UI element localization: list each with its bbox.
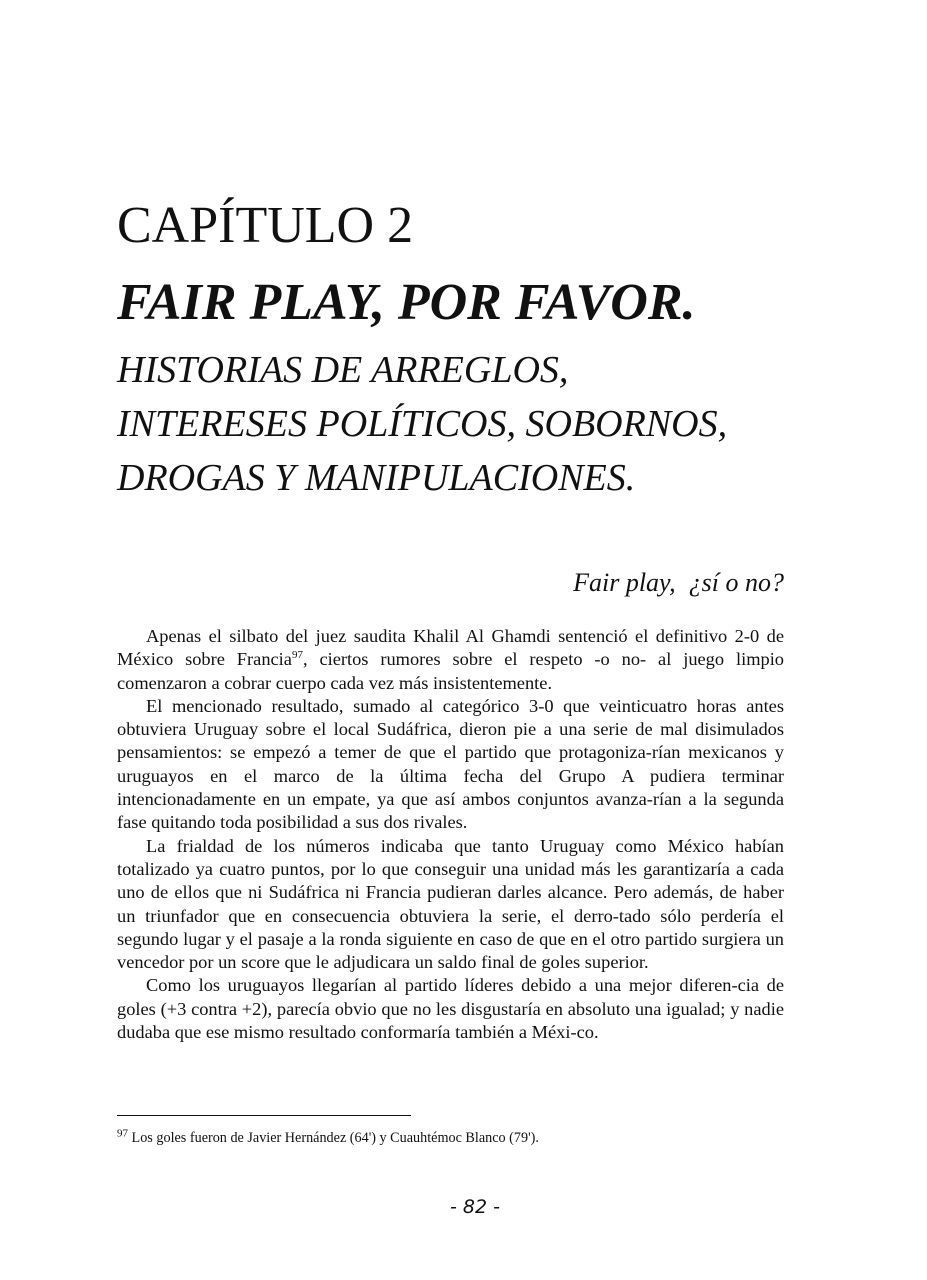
page-number: - 82 - bbox=[450, 1196, 500, 1218]
footnote bbox=[117, 1128, 784, 1148]
footnote-number: 97 bbox=[117, 1127, 128, 1140]
chapter-subtitle-line: INTERESES POLÍTICOS, SOBORNOS, bbox=[117, 403, 728, 445]
section-heading: Fair play, ¿sí o no? bbox=[573, 568, 784, 597]
chapter-subtitle-line: DROGAS Y MANIPULACIONES. bbox=[117, 457, 636, 499]
paragraph: La frialdad de los números indicaba que tanto Uruguay como México habían totalizado ya cuatro puntos, por lo que conseguir una unidad más les garantizaría a cada uno de ellos que ni Sudáfrica ni Francia pudieran darles alcance. Pero además, de haber un triunfador que en consecuencia obtuviera la serie, el derro-tado sólo perdería el segundo lugar y el pasaje a la ronda siguiente en caso de que en el otro partido surgiera un vencedor por un score que le adjudicara un saldo final de goles superior. bbox=[117, 835, 784, 973]
paragraph: El mencionado resultado, sumado al categórico 3-0 que veinticuatro horas antes obtuviera Uruguay sobre el local Sudáfrica, dieron pie a una serie de mal disimulados pensamientos: se empezó a temer de que el partido que protagoniza-rían mexicanos y uruguayos en el marco de la última fecha del Grupo A pudiera terminar intencionadamente en un empate, ya que así ambos conjuntos avanza-rían a la segunda fase quitando toda posibilidad a sus dos rivales. bbox=[117, 695, 784, 833]
paragraph-text: Apenas el silbato del juez saudita Khalil Al Ghamdi sentenció el definitivo 2-0 de México sobre Francia bbox=[117, 626, 784, 670]
paragraph-text: , ciertos rumores sobre el respeto -o no- al juego limpio comenzaron a cobrar cuerpo cada vez más insistentemente. bbox=[117, 649, 784, 693]
body-text bbox=[117, 625, 784, 1044]
chapter-subtitle bbox=[117, 343, 797, 505]
footnote-text: Los goles fueron de Javier Hernández (64') y Cuauhtémoc Blanco (79'). bbox=[128, 1130, 539, 1146]
paragraph: Como los uruguayos llegarían al partido líderes debido a una mejor diferen-cia de goles (+3 contra +2), parecía obvio que no les disgustaría en absoluto una igualad; y nadie dudaba que ese mismo resultado conformaría también a Méxi-co. bbox=[117, 975, 784, 1043]
chapter-title: FAIR PLAY, POR FAVOR. bbox=[117, 274, 696, 331]
footnote-reference: 97 bbox=[291, 649, 303, 662]
chapter-label: CAPÍTULO 2 bbox=[117, 197, 414, 254]
chapter-subtitle-line: HISTORIAS DE ARREGLOS, bbox=[117, 349, 569, 391]
paragraph bbox=[117, 625, 784, 695]
document-page bbox=[117, 0, 784, 1280]
footnote-divider bbox=[117, 1115, 411, 1116]
